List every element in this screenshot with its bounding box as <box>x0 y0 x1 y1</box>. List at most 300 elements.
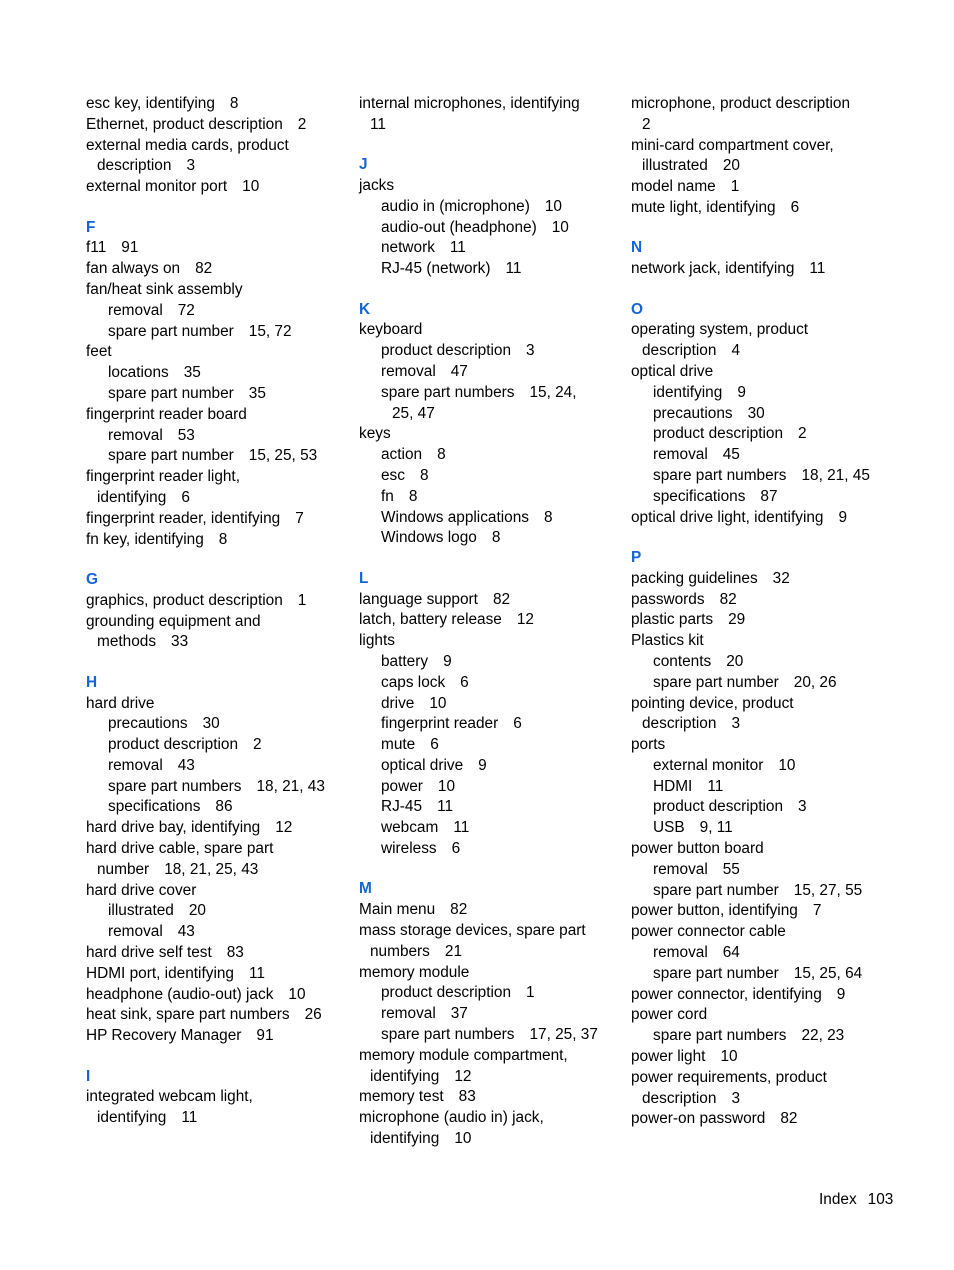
index-term: power connector, identifying <box>631 985 822 1003</box>
index-subentry <box>631 964 893 985</box>
index-term: USB <box>653 819 685 837</box>
page-reference: 6 <box>181 488 190 506</box>
index-term: Windows applications <box>381 508 529 526</box>
index-entry <box>631 985 893 1006</box>
index-term: spare part number <box>653 964 779 982</box>
index-subentry <box>631 466 893 487</box>
index-entry <box>631 362 893 383</box>
index-term: spare part numbers <box>653 466 787 484</box>
page-reference: 11 <box>248 964 265 982</box>
index-entry <box>359 94 621 115</box>
index-term: fn key, identifying <box>86 530 204 548</box>
index-term: plastic parts <box>631 611 714 629</box>
index-term: hard drive <box>86 694 155 712</box>
index-entry <box>359 921 621 942</box>
page-reference: 6 <box>790 198 800 216</box>
index-subentry <box>86 797 348 818</box>
index-subentry <box>86 322 348 343</box>
index-entry <box>86 1005 348 1026</box>
index-term: specifications <box>108 798 201 816</box>
page-reference: 55 <box>722 860 740 878</box>
index-subentry <box>359 694 621 715</box>
index-entry <box>631 631 893 652</box>
index-term: network <box>381 239 435 257</box>
page-reference: 11 <box>453 819 470 837</box>
index-term: wireless <box>381 840 437 858</box>
letter-heading: G <box>86 570 98 588</box>
page-reference: 10 <box>454 1130 472 1148</box>
page-reference: 11 <box>707 777 724 795</box>
page-reference: 15, 27, 55 <box>793 881 863 899</box>
page-reference: 3 <box>731 715 740 733</box>
index-term: pointing device, product <box>631 694 794 712</box>
index-subentry <box>359 818 621 839</box>
index-entry <box>631 735 893 756</box>
index-term: latch, battery release <box>359 611 502 629</box>
index-term: fan always on <box>86 260 181 278</box>
index-column-2 <box>359 94 621 1150</box>
index-entry <box>359 610 621 631</box>
page-reference: 4 <box>731 342 740 360</box>
page-footer <box>819 1190 893 1211</box>
index-entry <box>86 530 348 551</box>
index-term: identifying <box>370 1067 440 1085</box>
index-term: power <box>381 777 423 795</box>
index-entry <box>631 1047 893 1068</box>
index-entry <box>631 1109 893 1130</box>
page-reference: 22, 23 <box>801 1027 845 1045</box>
index-term: 11 <box>370 115 386 133</box>
page-reference: 82 <box>492 590 511 608</box>
index-entry <box>631 694 893 715</box>
page-reference: 7 <box>812 902 822 920</box>
page-reference: 82 <box>719 590 737 608</box>
page-reference: 83 <box>226 944 244 962</box>
index-term: optical drive <box>381 756 464 774</box>
page-reference: 8 <box>544 508 553 526</box>
index-term: esc key, identifying <box>86 95 215 112</box>
page-reference: 82 <box>780 1110 798 1128</box>
index-term: precautions <box>653 404 733 422</box>
page-reference: 43 <box>177 923 195 941</box>
index-term: jacks <box>359 176 395 194</box>
index-subentry <box>86 301 348 322</box>
index-entry <box>86 115 348 136</box>
page-reference: 6 <box>460 673 469 691</box>
index-entry-continuation <box>631 156 893 177</box>
index-subentry <box>631 487 893 508</box>
page-reference: 18, 21, 25, 43 <box>164 860 259 878</box>
index-subentry <box>86 714 348 735</box>
index-term: hard drive self test <box>86 944 212 962</box>
index-entry-continuation <box>631 341 893 362</box>
index-subentry <box>359 1025 621 1046</box>
index-term: spare part number <box>108 447 234 465</box>
page-reference: 10 <box>551 218 569 236</box>
letter-heading: N <box>631 239 643 257</box>
page-reference: 47 <box>450 362 468 380</box>
page-reference: 9 <box>478 756 487 774</box>
index-entry <box>631 136 893 157</box>
index-subentry <box>631 797 893 818</box>
page-reference: 11 <box>809 260 826 278</box>
index-term: locations <box>108 364 169 382</box>
index-subentry <box>359 487 621 508</box>
index-term: ports <box>631 736 666 754</box>
index-term: product description <box>381 984 512 1002</box>
index-term: f11 <box>86 239 107 257</box>
index-term: description <box>642 1089 717 1107</box>
index-term: memory module <box>359 963 470 981</box>
index-entry <box>631 1068 893 1089</box>
index-entry <box>631 839 893 860</box>
page-reference: 18, 21, 45 <box>801 466 870 484</box>
index-term: optical drive <box>631 362 714 380</box>
page-reference: 15, 25, 64 <box>793 964 863 982</box>
index-entry <box>359 590 621 611</box>
index-subentry <box>359 445 621 466</box>
index-term: contents <box>653 652 712 670</box>
index-column-3 <box>631 94 893 1130</box>
index-term: power-on password <box>631 1110 766 1128</box>
index-term: Windows logo <box>381 529 477 547</box>
index-entry-continuation <box>631 1089 893 1110</box>
index-entry <box>631 177 893 198</box>
page-reference: 6 <box>513 715 522 733</box>
page-reference: 32 <box>772 569 790 587</box>
index-entry <box>86 1087 348 1108</box>
index-term: spare part number <box>108 384 234 402</box>
page-reference: 20, 26 <box>793 673 837 691</box>
index-entry <box>86 694 348 715</box>
index-subentry <box>359 466 621 487</box>
index-entry-continuation <box>86 156 348 177</box>
index-subentry <box>86 384 348 405</box>
index-term: operating system, product <box>631 321 809 339</box>
index-entry <box>86 238 348 259</box>
index-subentry <box>631 777 893 798</box>
page-reference: 64 <box>722 944 740 962</box>
index-term: description <box>642 715 717 733</box>
index-entry-continuation <box>86 1108 348 1129</box>
index-subentry <box>359 383 621 404</box>
index-term: fingerprint reader board <box>86 405 247 423</box>
index-entry <box>359 320 621 341</box>
letter-heading: K <box>359 300 371 318</box>
page-reference: 1 <box>526 984 535 1002</box>
index-subentry <box>86 363 348 384</box>
index-subentry <box>631 881 893 902</box>
page-reference: 82 <box>450 901 468 919</box>
index-term: battery <box>381 652 429 670</box>
page-reference: 9 <box>737 383 746 401</box>
page-reference: 3 <box>798 798 807 816</box>
page-reference: 15, 72 <box>248 322 292 340</box>
index-subentry <box>631 424 893 445</box>
index-term: Ethernet, product description <box>86 115 283 133</box>
index-term: removal <box>108 756 163 774</box>
index-entry <box>86 94 348 115</box>
index-term: identifying <box>97 1109 167 1127</box>
index-term: removal <box>108 426 163 444</box>
page-reference: 2 <box>798 425 807 443</box>
index-term: removal <box>381 1005 436 1023</box>
index-subentry <box>631 1026 893 1047</box>
index-entry <box>631 901 893 922</box>
index-subentry <box>86 922 348 943</box>
page-reference: 3 <box>186 157 195 175</box>
index-term: hard drive cable, spare part <box>86 840 274 858</box>
page-reference: 53 <box>177 426 195 444</box>
index-entry-continuation <box>631 714 893 735</box>
index-term: optical drive light, identifying <box>631 508 824 526</box>
index-subentry <box>359 341 621 362</box>
index-term: power cord <box>631 1006 708 1024</box>
index-term: spare part numbers <box>381 383 515 401</box>
index-subentry <box>631 404 893 425</box>
index-entry <box>86 591 348 612</box>
page-reference: 35 <box>183 364 201 382</box>
index-subentry <box>359 652 621 673</box>
index-term: power button board <box>631 840 764 858</box>
page-reference: 11 <box>437 798 454 816</box>
index-term: product description <box>653 798 784 816</box>
index-term: specifications <box>653 487 746 505</box>
index-subentry <box>86 756 348 777</box>
index-term: HDMI port, identifying <box>86 964 234 982</box>
index-entry-continuation <box>86 632 348 653</box>
index-term: fn <box>381 487 394 505</box>
index-term: headphone (audio-out) jack <box>86 985 274 1003</box>
page-reference: 8 <box>229 95 239 112</box>
index-subentry <box>359 238 621 259</box>
index-entry-continuation <box>86 488 348 509</box>
index-term: packing guidelines <box>631 569 758 587</box>
index-term: network jack, identifying <box>631 260 795 278</box>
index-term: spare part numbers <box>653 1027 787 1045</box>
index-term: external monitor port <box>86 178 228 196</box>
index-term: memory test <box>359 1088 444 1106</box>
index-subentry <box>359 797 621 818</box>
index-subentry <box>86 446 348 467</box>
page-reference: 33 <box>171 633 189 651</box>
page-reference: 91 <box>256 1027 274 1045</box>
index-term: fingerprint reader <box>381 715 499 733</box>
page-reference: 2 <box>253 736 262 754</box>
index-entry <box>359 1087 621 1108</box>
index-term: microphone, product description <box>631 95 851 112</box>
page-reference: 1 <box>730 178 740 196</box>
index-entry <box>631 198 893 219</box>
index-term: mute <box>381 736 416 754</box>
index-term: identifying <box>653 383 723 401</box>
page-reference: 83 <box>458 1088 476 1106</box>
index-term: illustrated <box>642 157 708 175</box>
page-reference: 11 <box>449 239 466 257</box>
index-subentry <box>86 777 348 798</box>
index-subentry <box>86 426 348 447</box>
page-reference: 17, 25, 37 <box>529 1026 598 1044</box>
index-term: product description <box>653 425 784 443</box>
index-entry <box>631 1005 893 1026</box>
index-term: precautions <box>108 715 188 733</box>
index-term: internal microphones, identifying <box>359 95 580 112</box>
index-term: identifying <box>97 488 167 506</box>
index-subentry <box>359 714 621 735</box>
index-subentry <box>631 818 893 839</box>
index-term: audio-out (headphone) <box>381 218 537 236</box>
page-reference: 10 <box>720 1048 738 1066</box>
index-term: drive <box>381 694 415 712</box>
page-reference: 21 <box>444 942 463 960</box>
index-term: RJ-45 <box>381 798 423 816</box>
index-subentry <box>359 362 621 383</box>
index-term: hard drive bay, identifying <box>86 819 261 837</box>
index-term: external monitor <box>653 756 764 774</box>
page-reference: 82 <box>195 260 213 278</box>
letter-heading: I <box>86 1067 91 1085</box>
page-reference: 72 <box>177 301 195 319</box>
index-entry <box>359 424 621 445</box>
index-entry <box>631 508 893 529</box>
index-entry <box>86 405 348 426</box>
index-term: action <box>381 446 423 464</box>
page-reference: 87 <box>760 487 778 505</box>
index-entry <box>359 1046 621 1067</box>
index-term: microphone (audio in) jack, <box>359 1109 544 1127</box>
index-term: illustrated <box>108 902 174 920</box>
index-entry <box>86 467 348 488</box>
index-term: removal <box>381 362 436 380</box>
page-reference: 11 <box>505 260 522 278</box>
page-reference: 29 <box>728 611 746 629</box>
index-term: product description <box>381 342 512 360</box>
index-term: passwords <box>631 590 705 608</box>
index-term: language support <box>359 590 478 608</box>
index-entry-continuation <box>359 115 621 136</box>
index-term: memory module compartment, <box>359 1046 568 1064</box>
page-reference: 91 <box>121 239 139 257</box>
index-term: feet <box>86 343 112 361</box>
index-subentry <box>359 777 621 798</box>
index-subentry <box>359 756 621 777</box>
page-reference: 3 <box>731 1089 740 1107</box>
index-term: spare part numbers <box>381 1026 515 1044</box>
index-term: power connector cable <box>631 923 786 941</box>
index-term: keys <box>359 425 391 443</box>
page-reference: 8 <box>218 530 228 548</box>
index-term: lights <box>359 632 395 650</box>
page-reference: 12 <box>454 1067 472 1085</box>
letter-heading: L <box>359 569 369 587</box>
index-subentry <box>359 983 621 1004</box>
index-subentry <box>631 860 893 881</box>
index-subentry <box>359 673 621 694</box>
index-entry <box>86 943 348 964</box>
index-entry <box>631 320 893 341</box>
index-entry <box>86 259 348 280</box>
page-reference: 12 <box>275 819 293 837</box>
page-reference: 20 <box>722 157 740 175</box>
page-reference: 8 <box>408 487 418 505</box>
index-term: keyboard <box>359 321 423 339</box>
index-entry <box>631 922 893 943</box>
letter-heading: F <box>86 218 96 236</box>
index-term: graphics, product description <box>86 591 283 609</box>
index-entry <box>86 1026 348 1047</box>
page-reference: 15, 25, 53 <box>248 447 318 465</box>
page-reference: 3 <box>526 342 535 360</box>
index-term: spare part number <box>653 881 779 899</box>
index-subentry <box>359 508 621 529</box>
page-reference: 26 <box>304 1006 322 1024</box>
index-term: power button, identifying <box>631 902 798 920</box>
page-reference: 9 <box>836 985 846 1003</box>
page-reference: 9 <box>838 508 848 526</box>
index-term: identifying <box>370 1130 440 1148</box>
page-reference: 10 <box>778 756 796 774</box>
index-term: integrated webcam light, <box>86 1088 253 1106</box>
index-entry <box>86 342 348 363</box>
page-reference: 9, 11 <box>699 819 733 837</box>
index-subentry <box>359 1004 621 1025</box>
index-term: Plastics kit <box>631 632 704 650</box>
index-entry <box>86 280 348 301</box>
index-entry <box>631 590 893 611</box>
index-entry <box>359 176 621 197</box>
index-term: 25, 47 <box>392 404 435 422</box>
index-term: HP Recovery Manager <box>86 1027 242 1045</box>
page-reference: 9 <box>443 652 452 670</box>
page-reference: 10 <box>437 777 456 795</box>
index-term: caps lock <box>381 673 446 691</box>
index-term: fan/heat sink assembly <box>86 280 243 298</box>
index-subentry <box>359 735 621 756</box>
index-term: HDMI <box>653 777 693 795</box>
letter-heading: O <box>631 300 643 318</box>
index-term: spare part number <box>653 673 779 691</box>
index-term: mass storage devices, spare part <box>359 922 586 940</box>
page-reference: 1 <box>297 591 307 609</box>
page-reference: 35 <box>248 384 266 402</box>
index-term: number <box>97 860 150 878</box>
page-reference: 37 <box>450 1005 468 1023</box>
page-reference: 30 <box>202 715 220 733</box>
index-subentry <box>359 197 621 218</box>
index-entry-continuation <box>359 404 621 425</box>
page-reference: 20 <box>726 652 744 670</box>
index-term: product description <box>108 736 239 754</box>
page-reference: 10 <box>288 985 306 1003</box>
index-subentry <box>631 943 893 964</box>
index-entry <box>86 509 348 530</box>
index-term: removal <box>653 446 708 464</box>
index-entry-continuation <box>359 942 621 963</box>
index-entry <box>631 259 893 280</box>
index-term: esc <box>381 466 405 484</box>
index-column-1 <box>86 94 348 1129</box>
page-reference: 15, 24, <box>529 383 577 401</box>
page-reference: 2 <box>297 115 307 133</box>
index-subentry <box>359 218 621 239</box>
index-entry <box>86 177 348 198</box>
index-entry <box>359 631 621 652</box>
letter-heading: P <box>631 548 642 566</box>
index-term: Main menu <box>359 901 436 919</box>
index-term: RJ-45 (network) <box>381 260 491 278</box>
index-term: spare part number <box>108 322 234 340</box>
index-subentry <box>86 901 348 922</box>
